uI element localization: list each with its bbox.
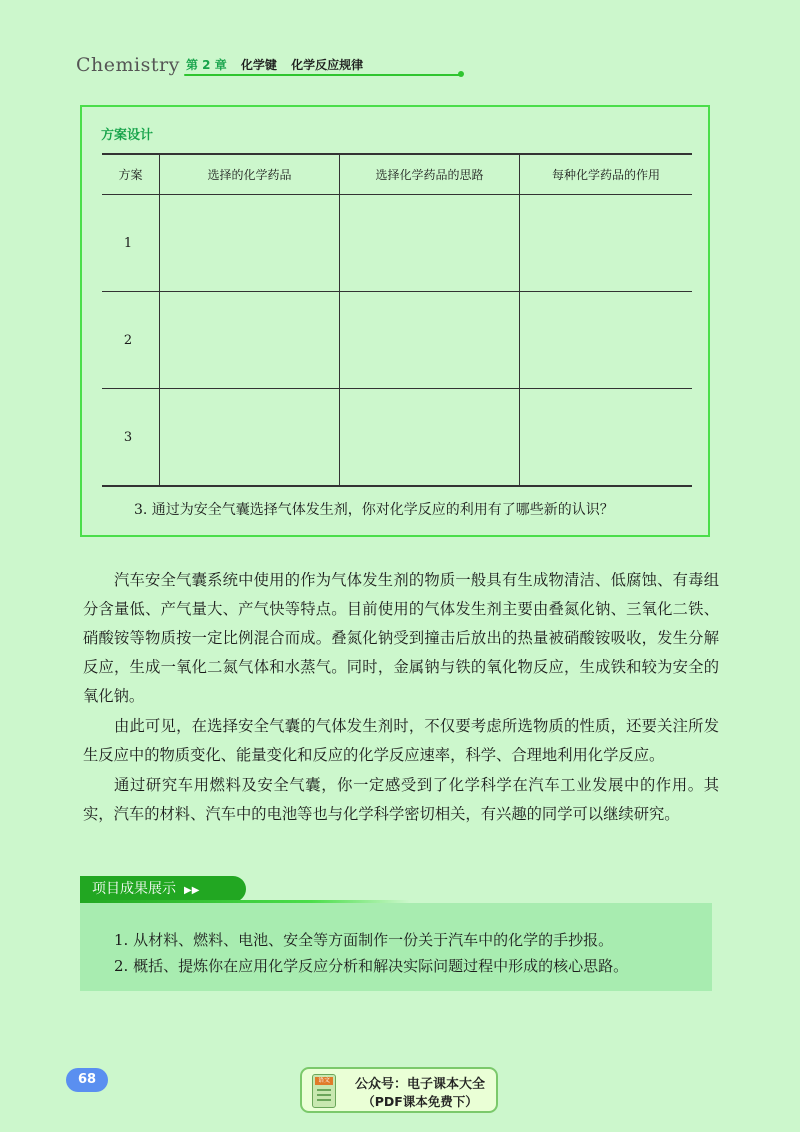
body-paragraph: 由此可见，在选择安全气囊的气体发生剂时，不仅要考虑所选物质的性质，还要关注所发生反应中的物质变化、能量变化和反应的化学反应速率，科学、合理地利用化学反应。 (83, 717, 719, 764)
chemicals-cell[interactable] (160, 292, 340, 389)
table-row (102, 195, 692, 292)
header-rule-dot (458, 71, 464, 77)
roles-cell[interactable] (520, 389, 693, 487)
table-header-cell: 选择的化学药品 (160, 154, 340, 195)
body-text (83, 566, 719, 830)
double-arrow-icon: ▶▶ (184, 885, 200, 896)
roles-cell[interactable] (520, 195, 693, 292)
result-item: 2. 概括、提炼你在应用化学反应分析和解决实际问题过程中形成的核心思路。 (114, 957, 629, 975)
stamp-line-2: （PDF课本免费下） (362, 1094, 478, 1109)
book-icon (312, 1074, 336, 1108)
book-icon-line (317, 1099, 331, 1101)
plan-number-cell: 3 (102, 389, 160, 487)
brand-title: Chemistry (76, 54, 180, 76)
design-panel (80, 105, 710, 537)
chapter-heading (186, 56, 363, 73)
table-header-cell: 方案 (102, 154, 160, 195)
plan-number-cell: 1 (102, 195, 160, 292)
plan-number-cell: 2 (102, 292, 160, 389)
page-number-badge: 68 (66, 1068, 108, 1092)
plan-table (102, 153, 692, 487)
panel-title: 方案设计 (101, 128, 154, 143)
reasoning-cell[interactable] (340, 292, 520, 389)
chemicals-cell[interactable] (160, 195, 340, 292)
table-row (102, 292, 692, 389)
results-tab-label: 项目成果展示 (92, 881, 176, 897)
reasoning-cell[interactable] (340, 389, 520, 487)
chemicals-cell[interactable] (160, 389, 340, 487)
roles-cell[interactable] (520, 292, 693, 389)
book-icon-line (317, 1094, 331, 1096)
body-paragraph: 汽车安全气囊系统中使用的作为气体发生剂的物质一般具有生成物清洁、低腐蚀、有毒组分含量低、产气量大、产气快等特点。目前使用的气体发生剂主要由叠氮化钠、三氧化二铁、硝酸铵等物质按一定比例混合而成。叠氮化钠受到撞击后放出的热量被硝酸铵吸收，发生分解反应，生成一氧化二氮气体和水蒸气。同时，金属钠与铁的氧化物反应，生成铁和较为安全的氧化钠。 (83, 571, 719, 705)
results-box (80, 903, 712, 991)
table-header-row (102, 154, 692, 195)
watermark-stamp (300, 1067, 498, 1113)
results-section-tab (80, 876, 246, 902)
result-item: 1. 从材料、燃料、电池、安全等方面制作一份关于汽车中的化学的手抄报。 (114, 931, 614, 949)
book-icon-label: 语文 (315, 1077, 333, 1085)
table-header-cell: 选择化学药品的思路 (340, 154, 520, 195)
reflection-question: 3. 通过为安全气囊选择气体发生剂，你对化学反应的利用有了哪些新的认识？ (134, 502, 614, 518)
table-header-cell: 每种化学药品的作用 (520, 154, 693, 195)
body-paragraph: 通过研究车用燃料及安全气囊，你一定感受到了化学科学在汽车工业发展中的作用。其实，汽车的材料、汽车中的电池等也与化学科学密切相关，有兴趣的同学可以继续研究。 (83, 776, 719, 823)
running-header (76, 52, 396, 82)
table-row (102, 389, 692, 487)
chapter-subtitle: 化学反应规律 (291, 58, 364, 72)
book-icon-line (317, 1089, 331, 1091)
chapter-number: 第 2 章 (186, 58, 227, 72)
header-rule (184, 74, 462, 76)
stamp-line-1: 公众号：电子课本大全 (354, 1077, 485, 1092)
reasoning-cell[interactable] (340, 195, 520, 292)
chapter-title: 化学键 (240, 58, 277, 72)
